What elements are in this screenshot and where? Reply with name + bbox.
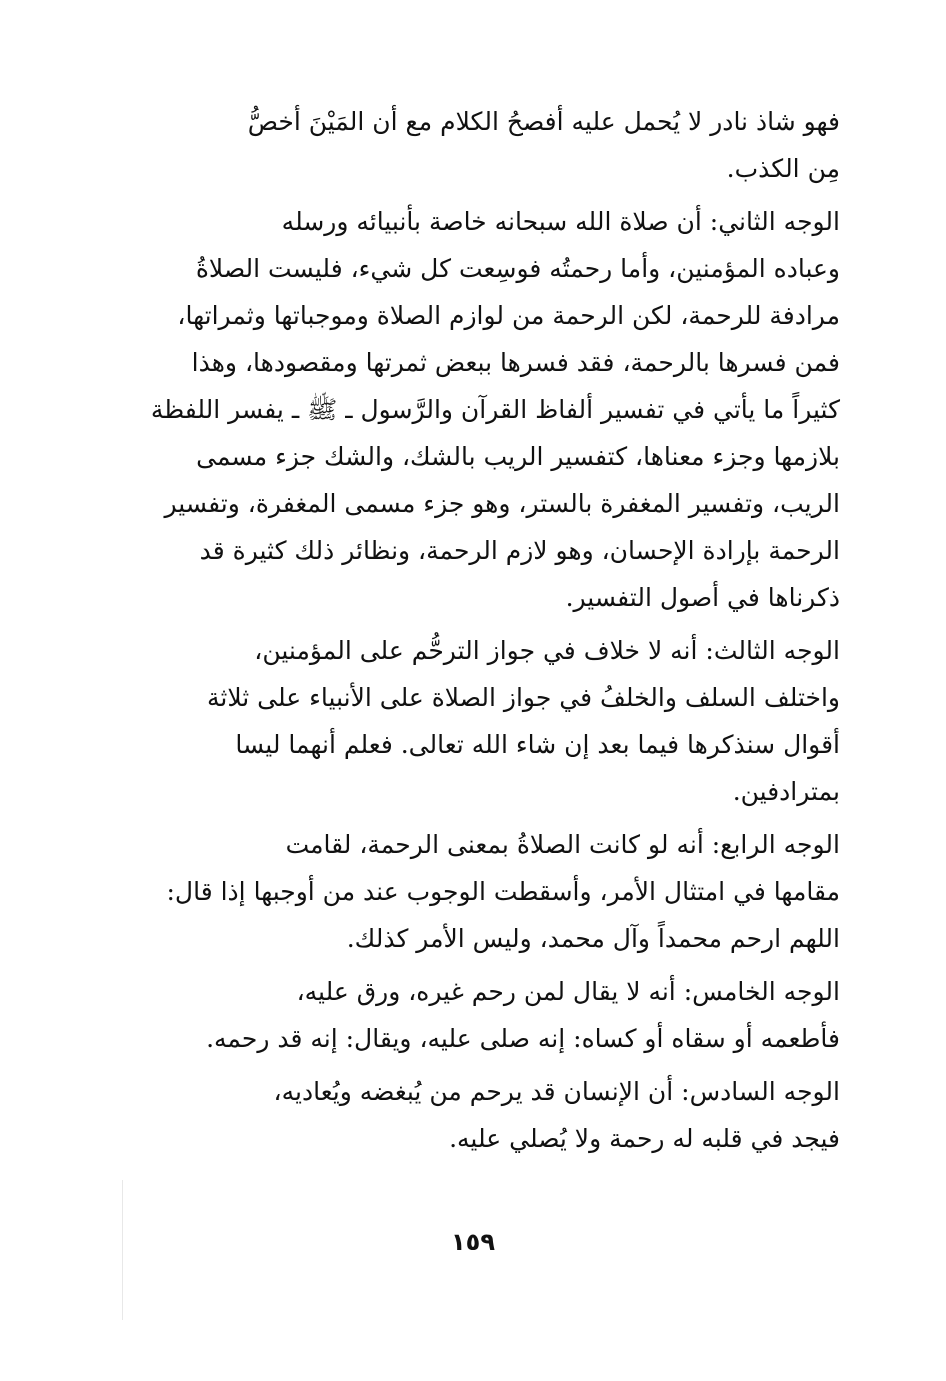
text-line: بلازمها وجزء معناها، كتفسير الريب بالشك، والشك جزء مسمى [196, 442, 840, 471]
paragraph-3 [138, 627, 840, 815]
text-line: فمن فسرها بالرحمة، فقد فسرها ببعض ثمرتها ومقصودها، وهذا [191, 348, 840, 377]
text-line: الوجه الثاني: أن صلاة الله سبحانه خاصة بأنبيائه ورسله [281, 207, 840, 236]
body-text [138, 98, 840, 1168]
paragraph-1 [138, 98, 840, 192]
text-line: كثيراً ما يأتي في تفسير ألفاظ القرآن والرَّسول ـ ﷺ ـ يفسر اللفظة [150, 395, 840, 424]
text-line: مرادفة للرحمة، لكن الرحمة من لوازم الصلاة وموجباتها وثمراتها، [177, 301, 840, 330]
text-line: الرحمة بإرادة الإحسان، وهو لازم الرحمة، ونظائر ذلك كثيرة قد [199, 536, 840, 565]
paragraph-6 [138, 1068, 840, 1162]
text-line: الوجه الثالث: أنه لا خلاف في جواز الترحُّم على المؤمنين، [254, 636, 840, 665]
text-line: فهو شاذ نادر لا يُحمل عليه أفصحُ الكلام مع أن المَيْنَ أخصُّ [247, 107, 840, 136]
text-line: اللهم ارحم محمداً وآل محمد، وليس الأمر كذلك. [346, 924, 840, 953]
text-line: الوجه الخامس: أنه لا يقال لمن رحم غيره، ورق عليه، [296, 977, 840, 1006]
paragraph-5 [138, 968, 840, 1062]
text-line: الوجه الرابع: أنه لو كانت الصلاةُ بمعنى الرحمة، لقامت [285, 830, 840, 859]
text-line: ذكرناها في أصول التفسير. [565, 583, 840, 612]
text-line: مقامها في امتثال الأمر، وأسقطت الوجوب عند من أوجبها إذا قال: [166, 877, 840, 906]
text-line: وعباده المؤمنين، وأما رحمتُه فوسِعت كل شيء، فليست الصلاةُ [195, 254, 840, 283]
text-line: مِن الكذب. [726, 154, 840, 183]
text-line: فيجد في قلبه له رحمة ولا يُصلي عليه. [449, 1124, 840, 1153]
page-number: ١٥٩ [451, 1228, 495, 1256]
text-line: الوجه السادس: أن الإنسان قد يرحم من يُبغضه ويُعاديه، [273, 1077, 840, 1106]
text-line: فأطعمه أو سقاه أو كساه: إنه صلى عليه، ويقال: إنه قد رحمه. [206, 1024, 840, 1053]
text-line: بمترادفين. [732, 777, 840, 806]
paragraph-2 [138, 198, 840, 621]
text-line: الريب، وتفسير المغفرة بالستر، وهو جزء مسمى المغفرة، وتفسير [164, 489, 840, 518]
text-line: أقوال سنذكرها فيما بعد إن شاء الله تعالى. فعلم أنهما ليسا [235, 730, 840, 759]
paragraph-4 [138, 821, 840, 962]
text-line: واختلف السلف والخلفُ في جواز الصلاة على الأنبياء على ثلاثة [207, 683, 840, 712]
